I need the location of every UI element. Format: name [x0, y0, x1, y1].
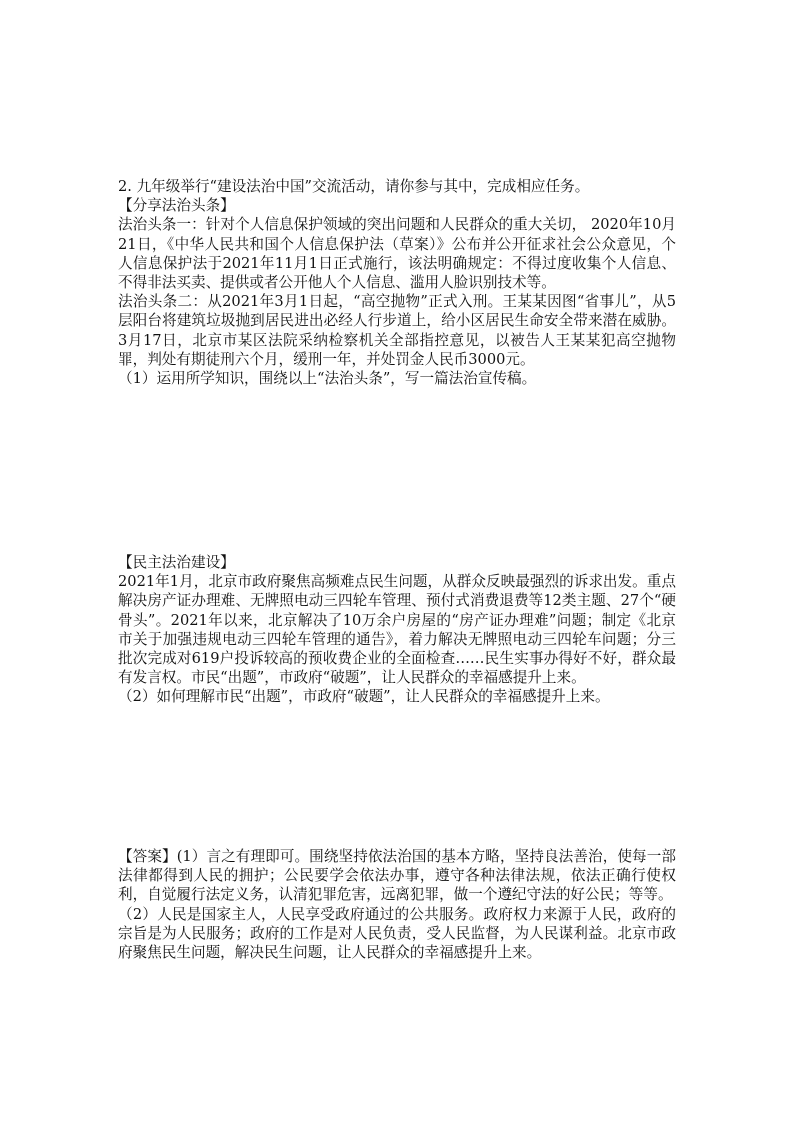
answer-one: 【答案】(1）言之有理即可。围绕坚持依法治国的基本方略，坚持良法善治，使每一部法律都得到人民的拥护；公民要学会依法办事，遵守各种法律法规，依法正确行使权利，自觉履行法定义务，认清犯罪危害，远离犯罪，做一个遵纪守法的好公民；等等。 — [118, 848, 676, 904]
material-two: 2021年1月，北京市政府聚焦高频难点民生问题，从群众反映最强烈的诉求出发。重点解决房产证办理难、无牌照电动三四轮车管理、预付式消费退费等12类主题、27个“硬骨头”。2021年以来，北京解决了10万余户房屋的“房产证办理难”问题；制定《北京市关于加强违规电动三四轮车管理的通告》，着力解决无牌照电动三四轮车问题；分三批次完成对619户投诉较高的预收费企业的全面检查……民生实事办得好不好，群众最有发言权。市民“出题”，市政府“破题”，让人民群众的幸福感提升上来。 — [118, 573, 676, 687]
question-block-2 — [118, 553, 676, 707]
section-title-democracy: 【民主法治建设】 — [118, 554, 235, 571]
sub-question-2: （2）如何理解市民“出题”，市政府“破题”，让人民群众的幸福感提升上来。 — [118, 688, 610, 706]
answer-block — [118, 847, 676, 962]
headline-one: 法治头条一：针对个人信息保护领域的突出问题和人民群众的重大关切， 2020年10月21日，《中华人民共和国个人信息保护法（草案）》公布并公开征求社会公众意见，个人信息保护法于2021年11月1日正式施行，该法明确规定：不得过度收集个人信息、不得非法买卖、提供或者公开他人个人信息、滥用人脸识别技术等。 — [118, 216, 676, 292]
sub-question-1: （1）运用所学知识，围绕以上“法治头条”，写一篇法治宣传稿。 — [118, 370, 537, 388]
headline-two: 法治头条二：从2021年3月1日起，“高空抛物”正式入刑。王某某因图“省事儿”，从5层阳台将建筑垃圾抛到居民进出必经人行步道上，给小区居民生命安全带来潜在威胁。3月17日，北京市某区法院采纳检察机关全部指控意见，以被告人王某某犯高空抛物罪，判处有期徒刑六个月，缓刑一年，并处罚金人民币3000元。 — [118, 293, 676, 368]
answer-two: （2）人民是国家主人，人民享受政府通过的公共服务。政府权力来源于人民，政府的宗旨是为人民服务；政府的工作是对人民负责，受人民监督，为人民谋利益。北京市政府聚焦民生问题，解决民生问题，让人民群众的幸福感提升上来。 — [118, 905, 676, 962]
question-block-1 — [118, 177, 676, 388]
question-intro: 2. 九年级举行“建设法治中国”交流活动，请你参与其中，完成相应任务。 — [118, 178, 590, 195]
section-title-share: 【分享法治头条】 — [118, 197, 235, 215]
